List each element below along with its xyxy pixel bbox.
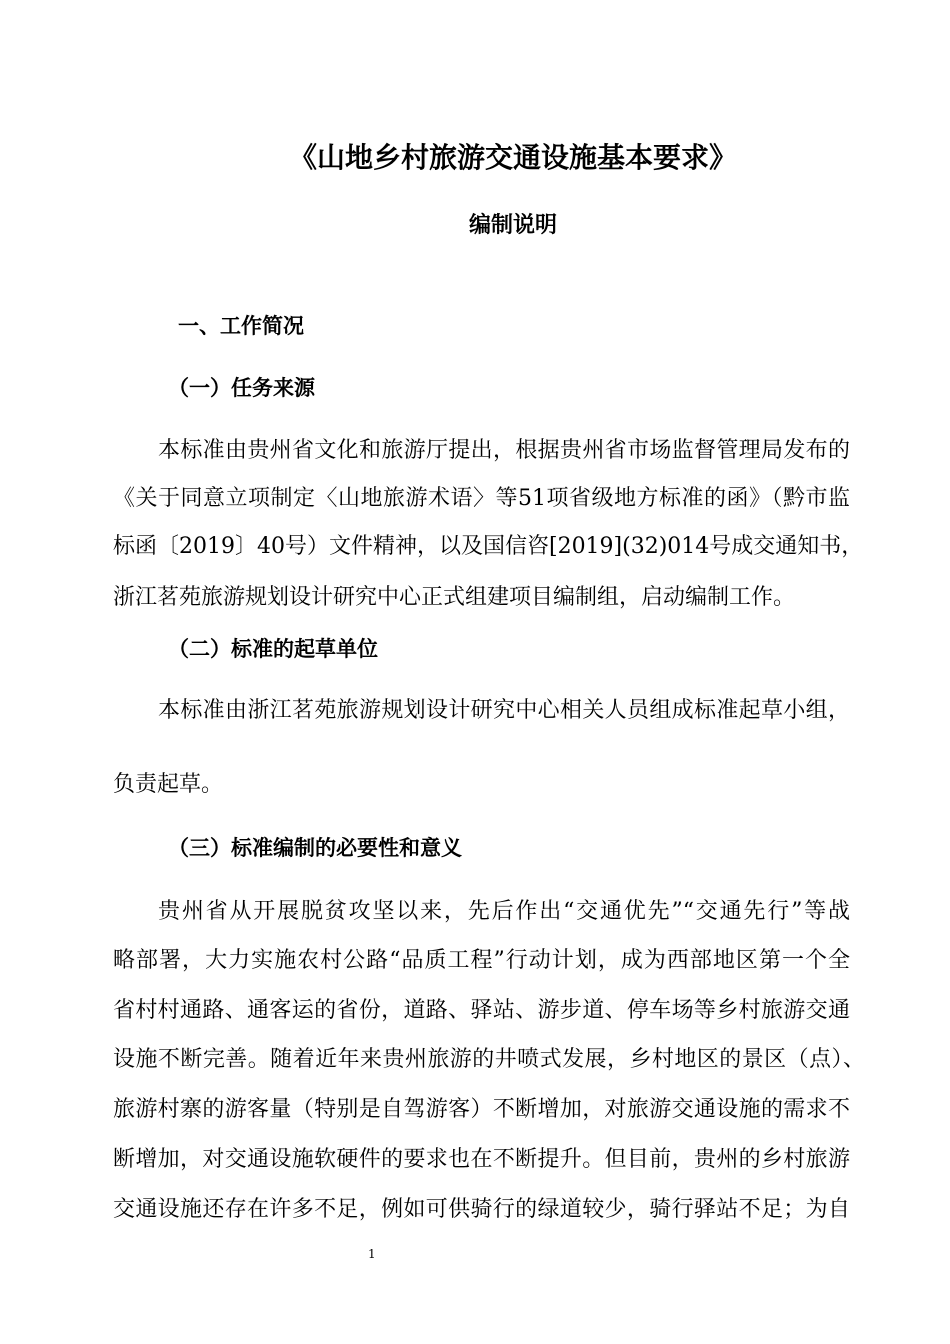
subsection-heading-task-source: （一）任务来源 <box>168 376 315 400</box>
paragraph-line: 省村村通路、通客运的省份，道路、驿站、游步道、停车场等乡村旅游交通 <box>113 998 850 1023</box>
paragraph-line: 本标准由贵州省文化和旅游厅提出，根据贵州省市场监督管理局发布的 <box>158 438 850 463</box>
paragraph-line: 标函〔2019〕40号）文件精神，以及国信咨[2019](32)014号成交通知书， <box>113 534 864 559</box>
page-number: 1 <box>368 1247 376 1261</box>
paragraph-line: 浙江茗苑旅游规划设计研究中心正式组建项目编制组，启动编制工作。 <box>113 585 796 610</box>
paragraph-line: 贵州省从开展脱贫攻坚以来，先后作出“交通优先”“交通先行”等战 <box>158 899 850 924</box>
paragraph-line: 旅游村寨的游客量（特别是自驾游客）不断增加，对旅游交通设施的需求不 <box>113 1097 850 1122</box>
paragraph-line: 略部署，大力实施农村公路“品质工程”行动计划，成为西部地区第一个全 <box>113 948 850 973</box>
paragraph-line: 本标准由浙江茗苑旅游规划设计研究中心相关人员组成标准起草小组， <box>158 698 850 723</box>
paragraph-line: 负责起草。 <box>113 772 224 797</box>
subsection-heading-drafting-unit: （二）标准的起草单位 <box>168 637 378 661</box>
paragraph-line: 交通设施还存在许多不足，例如可供骑行的绿道较少，骑行驿站不足；为自 <box>113 1197 850 1222</box>
paragraph-line: 《关于同意立项制定〈山地旅游术语〉等51项省级地方标准的函》（黔市监 <box>113 486 850 511</box>
section-heading-work-overview: 一、工作简况 <box>178 314 304 338</box>
document-subtitle: 编制说明 <box>468 213 557 238</box>
document-title: 《山地乡村旅游交通设施基本要求》 <box>288 141 737 174</box>
paragraph-line: 设施不断完善。随着近年来贵州旅游的井喷式发展，乡村地区的景区（点）、 <box>113 1047 865 1072</box>
subsection-heading-necessity: （三）标准编制的必要性和意义 <box>168 836 462 860</box>
paragraph-line: 断增加，对交通设施软硬件的要求也在不断提升。但目前，贵州的乡村旅游 <box>113 1147 850 1172</box>
